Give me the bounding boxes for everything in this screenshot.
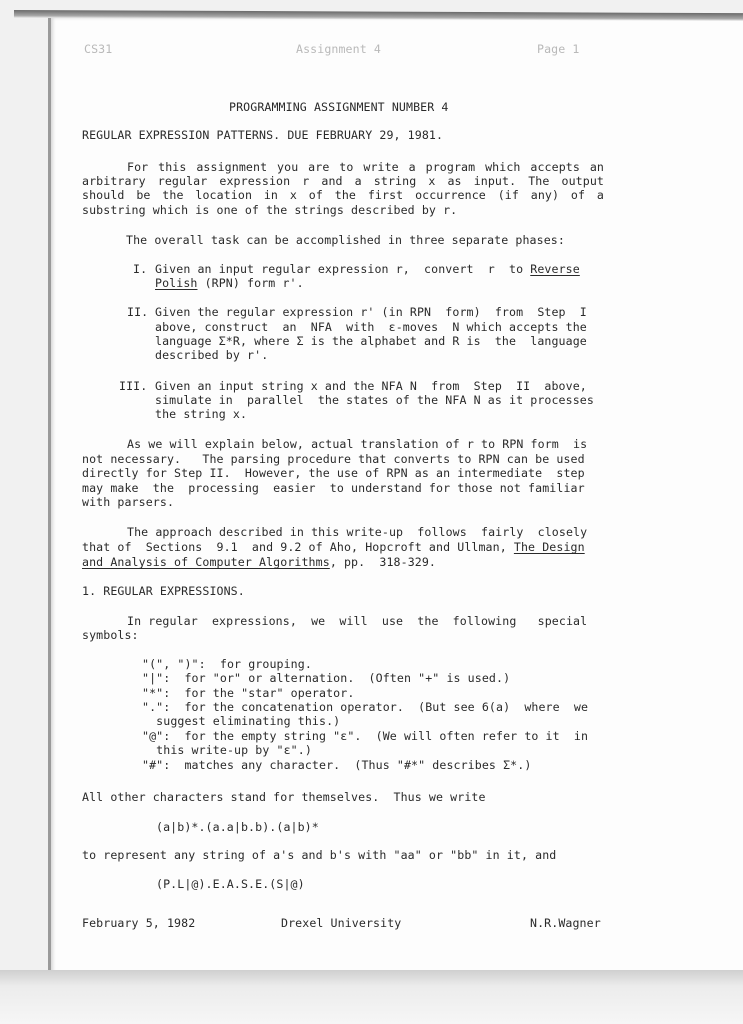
para1-line3: should be the location in x of the first occurrence (if any) of a [82, 188, 604, 202]
page-title: PROGRAMMING ASSIGNMENT NUMBER 4 [229, 100, 449, 114]
symbol-item-star: "*": for the "star" operator. [142, 686, 355, 700]
section-heading: 1. REGULAR EXPRESSIONS. [82, 584, 245, 598]
symbol-item-concat-cont: suggest eliminating this.) [142, 714, 341, 728]
book-title-part1: The Design [513, 540, 585, 554]
para4-line3: and Analysis of Computer Algorithms, pp. 318-329. [82, 555, 437, 569]
example-expression-2: (P.L|@).E.A.S.E.(S|@) [156, 877, 305, 891]
phase-iii-number: III. [119, 379, 148, 393]
phase-i-underlined: Reverse [530, 262, 580, 276]
para1-line2: arbitrary regular expression r and a string x as input. The output [82, 174, 604, 188]
para4-line1: The approach described in this write-up follows fairly closely [127, 525, 588, 539]
phase-iii-line1: Given an input string x and the NFA N from Step II above, [155, 379, 587, 393]
assignment-subtitle: REGULAR EXPRESSION PATTERNS. DUE FEBRUARY 29, 1981. [82, 128, 444, 142]
footer-date: February 5, 1982 [82, 916, 196, 930]
footer-author: N.R.Wagner [530, 916, 601, 930]
para3-line2: not necessary. The parsing procedure that converts to RPN can be used [82, 452, 585, 466]
symbol-item-empty-cont: this write-up by "ε".) [142, 743, 312, 757]
phase-ii-line4: described by r'. [155, 348, 269, 362]
phase-ii-line3: language Σ*R, where Σ is the alphabet and R is the language [155, 334, 587, 348]
symbol-item-empty: "@": for the empty string "ε". (We will often refer to it in [142, 729, 589, 743]
header-page: Page 1 [537, 42, 580, 56]
para3-line3: directly for Step II. However, the use of RPN as an intermediate step [82, 466, 585, 480]
para4-line2: that of Sections 9.1 and 9.2 of Aho, Hopcroft and Ullman, The Design [82, 540, 585, 554]
para3-line4: may make the processing easier to understand for those not familiar [82, 481, 585, 495]
para6: All other characters stand for themselves. Thus we write [82, 790, 486, 804]
header-assignment: Assignment 4 [296, 42, 381, 56]
phase-ii-line2: above, construct an NFA with ε-moves N which accepts the [155, 320, 587, 334]
symbol-item-concat: ".": for the concatenation operator. (But see 6(a) where we [142, 700, 589, 714]
book-title-part2: and Analysis of Computer Algorithms [82, 555, 330, 569]
symbol-item-or: "|": for "or" or alternation. (Often "+" is used.) [142, 671, 511, 685]
para3-line1: As we will explain below, actual translation of r to RPN form is [127, 437, 588, 451]
para1-line4: substring which is one of the strings described by r. [82, 203, 458, 217]
para7: to represent any string of a's and b's with "aa" or "bb" in it, and [82, 848, 557, 862]
phase-i-line1: Given an input regular expression r, convert r to Reverse [155, 262, 580, 276]
phase-iii-line3: the string x. [155, 407, 248, 421]
para5-line1: In regular expressions, we will use the following special [127, 614, 588, 628]
para2: The overall task can be accomplished in three separate phases: [126, 233, 565, 247]
phase-i-number: I. [133, 262, 148, 276]
phase-i-line2: Polish (RPN) form r'. [155, 276, 304, 290]
scanner-bed [0, 970, 743, 1024]
header-course: CS31 [84, 42, 113, 56]
symbol-item-grouping: "(", ")": for grouping. [142, 657, 312, 671]
symbol-item-any: "#": matches any character. (Thus "#*" describes Σ*.) [142, 758, 532, 772]
para5-line2: symbols: [82, 628, 139, 642]
phase-iii-line2: simulate in parallel the states of the NFA N as it processes [155, 393, 594, 407]
phase-ii-line1: Given the regular expression r' (in RPN form) from Step I [155, 305, 587, 319]
para3-line5: with parsers. [82, 495, 175, 509]
phase-ii-number: II. [127, 305, 149, 319]
footer-institution: Drexel University [281, 916, 402, 930]
para1-line1: For this assignment you are to write a program which accepts an [127, 160, 604, 174]
example-expression-1: (a|b)*.(a.a|b.b).(a|b)* [156, 820, 319, 834]
